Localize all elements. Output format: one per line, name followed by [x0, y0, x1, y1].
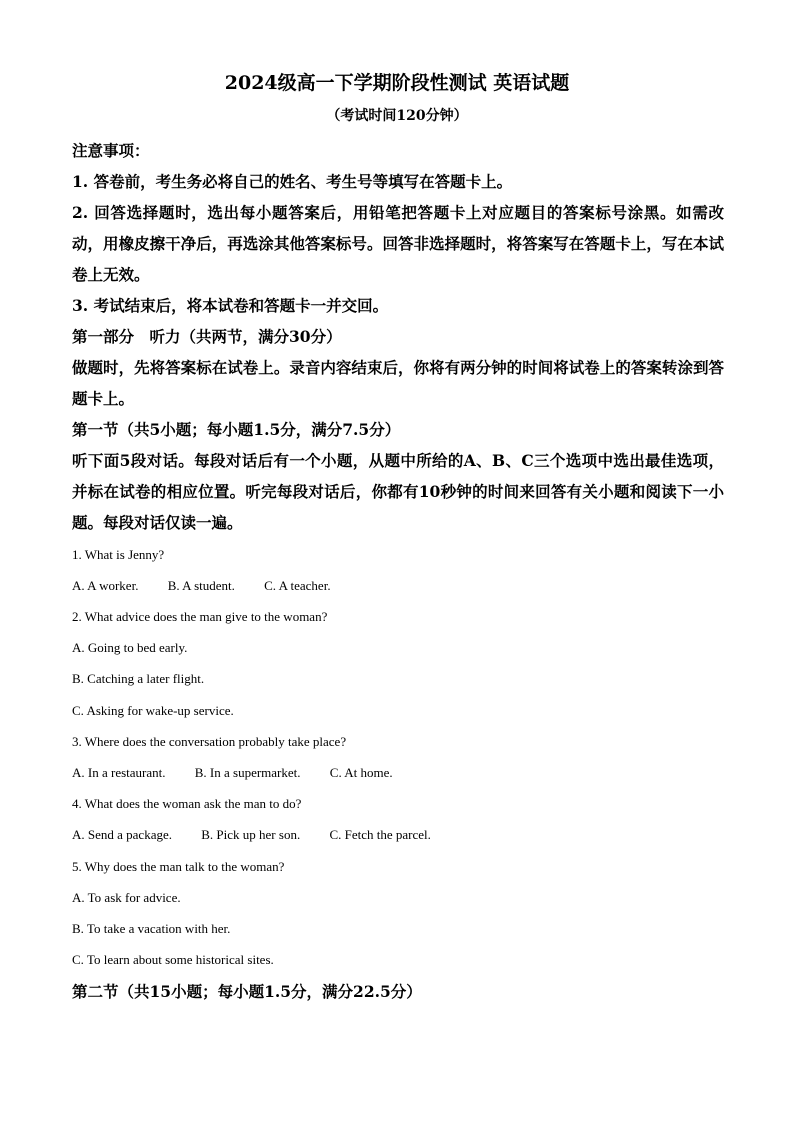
question-2: 2. What advice does the man give to the woman?: [72, 609, 328, 624]
notice-heading: 注意事项：: [72, 141, 150, 160]
question-3-options: [72, 764, 724, 782]
option: A. In a restaurant.: [72, 765, 166, 780]
option: B. Pick up her son.: [201, 827, 301, 842]
option: C. At home.: [329, 765, 393, 780]
section1-instruction: 听下面5段对话。每段对话后有一个小题，从题中所给的A、B、C三个选项中选出最佳选项，并标在试卷的相应位置。听完每段对话后，你都有10秒钟的时间来回答有关小题和阅读下一小题。每段对话仅读一遍。: [72, 451, 724, 532]
option: B. In a supermarket.: [194, 765, 301, 780]
part1-heading: 第一部分 听力（共两节，满分30分）: [72, 327, 342, 346]
option: A. Send a package.: [72, 827, 172, 842]
question-3: 3. Where does the conversation probably take place?: [72, 734, 347, 749]
option: C. Fetch the parcel.: [329, 827, 431, 842]
question-5-option-a: A. To ask for advice.: [72, 890, 181, 905]
question-5-option-b: B. To take a vacation with her.: [72, 921, 231, 936]
exam-duration: （考试时间120分钟）: [326, 108, 468, 124]
notice-item-2: 2. 回答选择题时，选出每小题答案后，用铅笔把答题卡上对应题目的答案标号涂黑。如需改动，用橡皮擦干净后，再选涂其他答案标号。回答非选择题时，将答案写在答题卡上，写在本试卷上无效。: [72, 203, 724, 284]
section1-heading: 第一节（共5小题；每小题1.5分，满分7.5分）: [72, 420, 401, 439]
notice-item-1: 1. 答卷前，考生务必将自己的姓名、考生号等填写在答题卡上。: [72, 172, 513, 191]
question-1: 1. What is Jenny?: [72, 547, 165, 562]
option: B. A student.: [167, 578, 235, 593]
question-5: 5. Why does the man talk to the woman?: [72, 859, 285, 874]
question-4: 4. What does the woman ask the man to do?: [72, 796, 302, 811]
question-1-options: [72, 577, 724, 595]
exam-title: 2024级高一下学期阶段性测试 英语试题: [224, 72, 570, 94]
option: A. A worker.: [72, 578, 139, 593]
section2-heading: 第二节（共15小题；每小题1.5分，满分22.5分）: [72, 982, 422, 1001]
part1-instruction: 做题时，先将答案标在试卷上。录音内容结束后，你将有两分钟的时间将试卷上的答案转涂到答题卡上。: [72, 358, 724, 408]
question-2-option-a: A. Going to bed early.: [72, 640, 188, 655]
question-4-options: [72, 826, 724, 844]
option: C. A teacher.: [264, 578, 331, 593]
question-5-option-c: C. To learn about some historical sites.: [72, 952, 274, 967]
question-2-option-c: C. Asking for wake-up service.: [72, 703, 234, 718]
notice-item-3: 3. 考试结束后，将本试卷和答题卡一并交回。: [72, 296, 389, 315]
question-2-option-b: B. Catching a later flight.: [72, 671, 205, 686]
